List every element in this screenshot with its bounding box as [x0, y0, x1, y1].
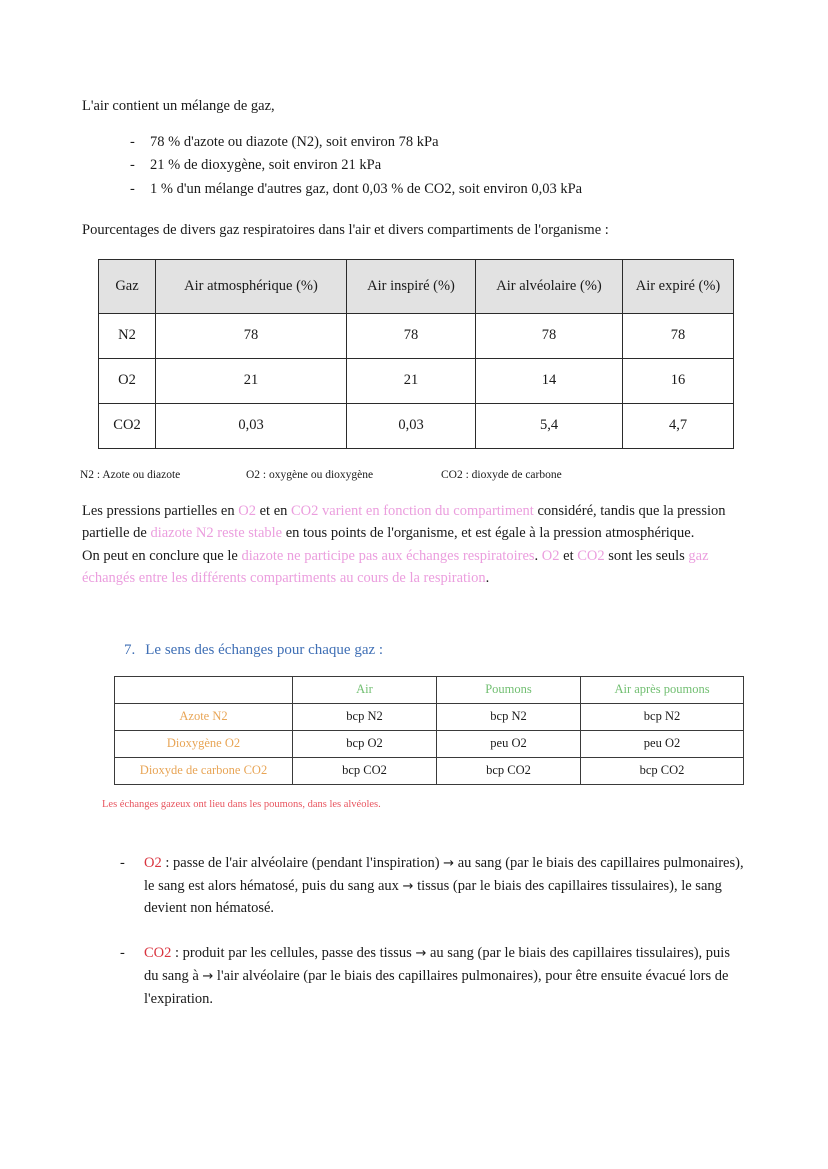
text-segment: : passe de l'air alvéolaire (pendant l'inspiration)	[161, 854, 444, 871]
air-composition-list	[82, 131, 746, 201]
table-header-cell: Air après poumons	[581, 676, 744, 703]
highlight-diazote-no-exchange: diazote ne participe pas aux échanges respiratoires	[241, 548, 535, 565]
table-cell: peu O2	[581, 730, 744, 757]
table-cell: bcp CO2	[581, 757, 744, 784]
text-segment: considéré, tandis que la pression partielle de	[82, 502, 726, 541]
table-header-cell: Poumons	[437, 676, 581, 703]
table1-container	[98, 259, 746, 449]
table-cell: 21	[156, 358, 347, 403]
highlight-o2: O2	[541, 548, 560, 565]
legend-o2: O2 : oxygène ou dioxygène	[246, 468, 374, 481]
table-cell: 5,4	[476, 403, 623, 448]
legend-co2: CO2 : dioxyde de carbone	[441, 468, 562, 481]
heading-number: 7.	[124, 641, 136, 658]
section-heading	[124, 642, 746, 659]
table-header-cell-empty	[115, 676, 293, 703]
list-item-text: 21 % de dioxygène, soit environ 21 kPa	[150, 157, 382, 174]
alveoli-note: Les échanges gazeux ont lieu dans les poumons, dans les alvéoles.	[102, 798, 381, 810]
table-cell: CO2	[99, 403, 156, 448]
highlight-o2: O2	[238, 502, 256, 519]
bullet-dash: -	[130, 157, 135, 174]
table-header-cell: Gaz	[99, 259, 156, 313]
list-item-text: 78 % d'azote ou diazote (N2), soit environ 78 kPa	[150, 133, 439, 150]
table-header-cell: Air alvéolaire (%)	[476, 259, 623, 313]
table-header-cell: Air atmosphérique (%)	[156, 259, 347, 313]
list-item	[82, 131, 746, 154]
gas-percentage-table	[98, 259, 734, 449]
text-segment: au sang (par le biais des capillaires tissulaires), puis du sang à	[144, 945, 730, 984]
partial-pressure-paragraph	[82, 501, 746, 545]
heading-text: Le sens des échanges pour chaque gaz :	[145, 641, 384, 658]
list-item	[82, 852, 746, 920]
text-segment: On peut en conclure que le	[82, 548, 242, 565]
arrow-icon: →	[443, 855, 455, 871]
table-header-cell: Air	[293, 676, 437, 703]
highlight-exchanged-gases: gaz échangés entre les différents compartiments au cours de la respiration	[82, 548, 709, 587]
table-cell: 16	[623, 358, 734, 403]
table-header-row	[99, 259, 734, 313]
table-cell: 78	[476, 313, 623, 358]
table-row	[115, 757, 744, 784]
document-content	[82, 96, 746, 1032]
text-segment: Les pressions partielles en	[82, 502, 239, 519]
bullet-dash: -	[120, 945, 125, 962]
table-cell: 21	[347, 358, 476, 403]
table-cell: 78	[156, 313, 347, 358]
table-cell: O2	[99, 358, 156, 403]
list-item	[82, 154, 746, 177]
row-label: Azote N2	[115, 703, 293, 730]
text-segment: et	[559, 548, 578, 565]
list-item	[82, 178, 746, 201]
text-segment: au sang (par le biais des capillaires pulmonaires), le sang est alors hématosé, puis du sang aux	[144, 854, 744, 894]
gas-label-o2: O2	[144, 854, 162, 871]
bullet-dash: -	[120, 854, 125, 871]
arrow-icon: →	[415, 946, 427, 962]
table-cell: 14	[476, 358, 623, 403]
list-item-text: 1 % d'un mélange d'autres gaz, dont 0,03 % de CO2, soit environ 0,03 kPa	[150, 180, 583, 197]
bullet-dash: -	[130, 180, 135, 197]
table-cell: 4,7	[623, 403, 734, 448]
text-segment: et en	[255, 502, 292, 519]
table-cell: bcp N2	[437, 703, 581, 730]
text-segment: tissus (par le biais des capillaires tissulaires), le sang devient non hématosé.	[144, 877, 722, 917]
row-label: Dioxyde de carbone CO2	[115, 757, 293, 784]
table-cell: 0,03	[156, 403, 347, 448]
text-segment: l'air alvéolaire (par le biais des capillaires pulmonaires), pour être ensuite évacué lors de l'expiration.	[144, 967, 729, 1007]
arrow-icon: →	[402, 878, 414, 894]
bullet-dash: -	[130, 133, 135, 150]
table-cell: bcp CO2	[293, 757, 437, 784]
table-cell: 0,03	[347, 403, 476, 448]
table-row	[115, 703, 744, 730]
table-cell: 78	[347, 313, 476, 358]
table-row	[99, 358, 734, 403]
legend-n2: N2 : Azote ou diazote	[80, 468, 181, 481]
highlight-co2-varies: CO2 varient en fonction du compartiment	[291, 502, 534, 519]
gas-abbreviation-legend	[80, 469, 746, 481]
text-segment: sont les seuls	[604, 548, 689, 565]
text-segment: : produit par les cellules, passe des tissus	[171, 945, 416, 962]
table-header-cell: Air expiré (%)	[623, 259, 734, 313]
highlight-co2: CO2	[577, 548, 605, 565]
conclusion-paragraph	[82, 546, 746, 590]
table-header-row	[115, 676, 744, 703]
list-item	[82, 942, 746, 1010]
table1-lead-text: Pourcentages de divers gaz respiratoires dans l'air et divers compartiments de l'organisme :	[82, 222, 609, 239]
table-row	[99, 313, 734, 358]
table-cell: bcp CO2	[437, 757, 581, 784]
arrow-icon: →	[202, 968, 214, 984]
table-header-cell: Air inspiré (%)	[347, 259, 476, 313]
table-cell: N2	[99, 313, 156, 358]
gas-label-co2: CO2	[144, 945, 172, 962]
intro-paragraph: L'air contient un mélange de gaz,	[82, 98, 275, 114]
row-label: Dioxygène O2	[115, 730, 293, 757]
table2-container	[114, 676, 746, 785]
table-cell: peu O2	[437, 730, 581, 757]
table-cell: bcp O2	[293, 730, 437, 757]
table-row	[99, 403, 734, 448]
table-cell: 78	[623, 313, 734, 358]
text-segment: .	[485, 570, 490, 587]
text-segment: en tous points de l'organisme, et est égale à la pression atmosphérique.	[282, 524, 695, 541]
table-row	[115, 730, 744, 757]
text-segment: .	[534, 548, 542, 565]
exchange-direction-table	[114, 676, 744, 785]
table-cell: bcp N2	[581, 703, 744, 730]
table-cell: bcp N2	[293, 703, 437, 730]
highlight-diazote-stable: diazote N2 reste stable	[150, 524, 283, 541]
exchange-explanation-list	[82, 852, 746, 1011]
